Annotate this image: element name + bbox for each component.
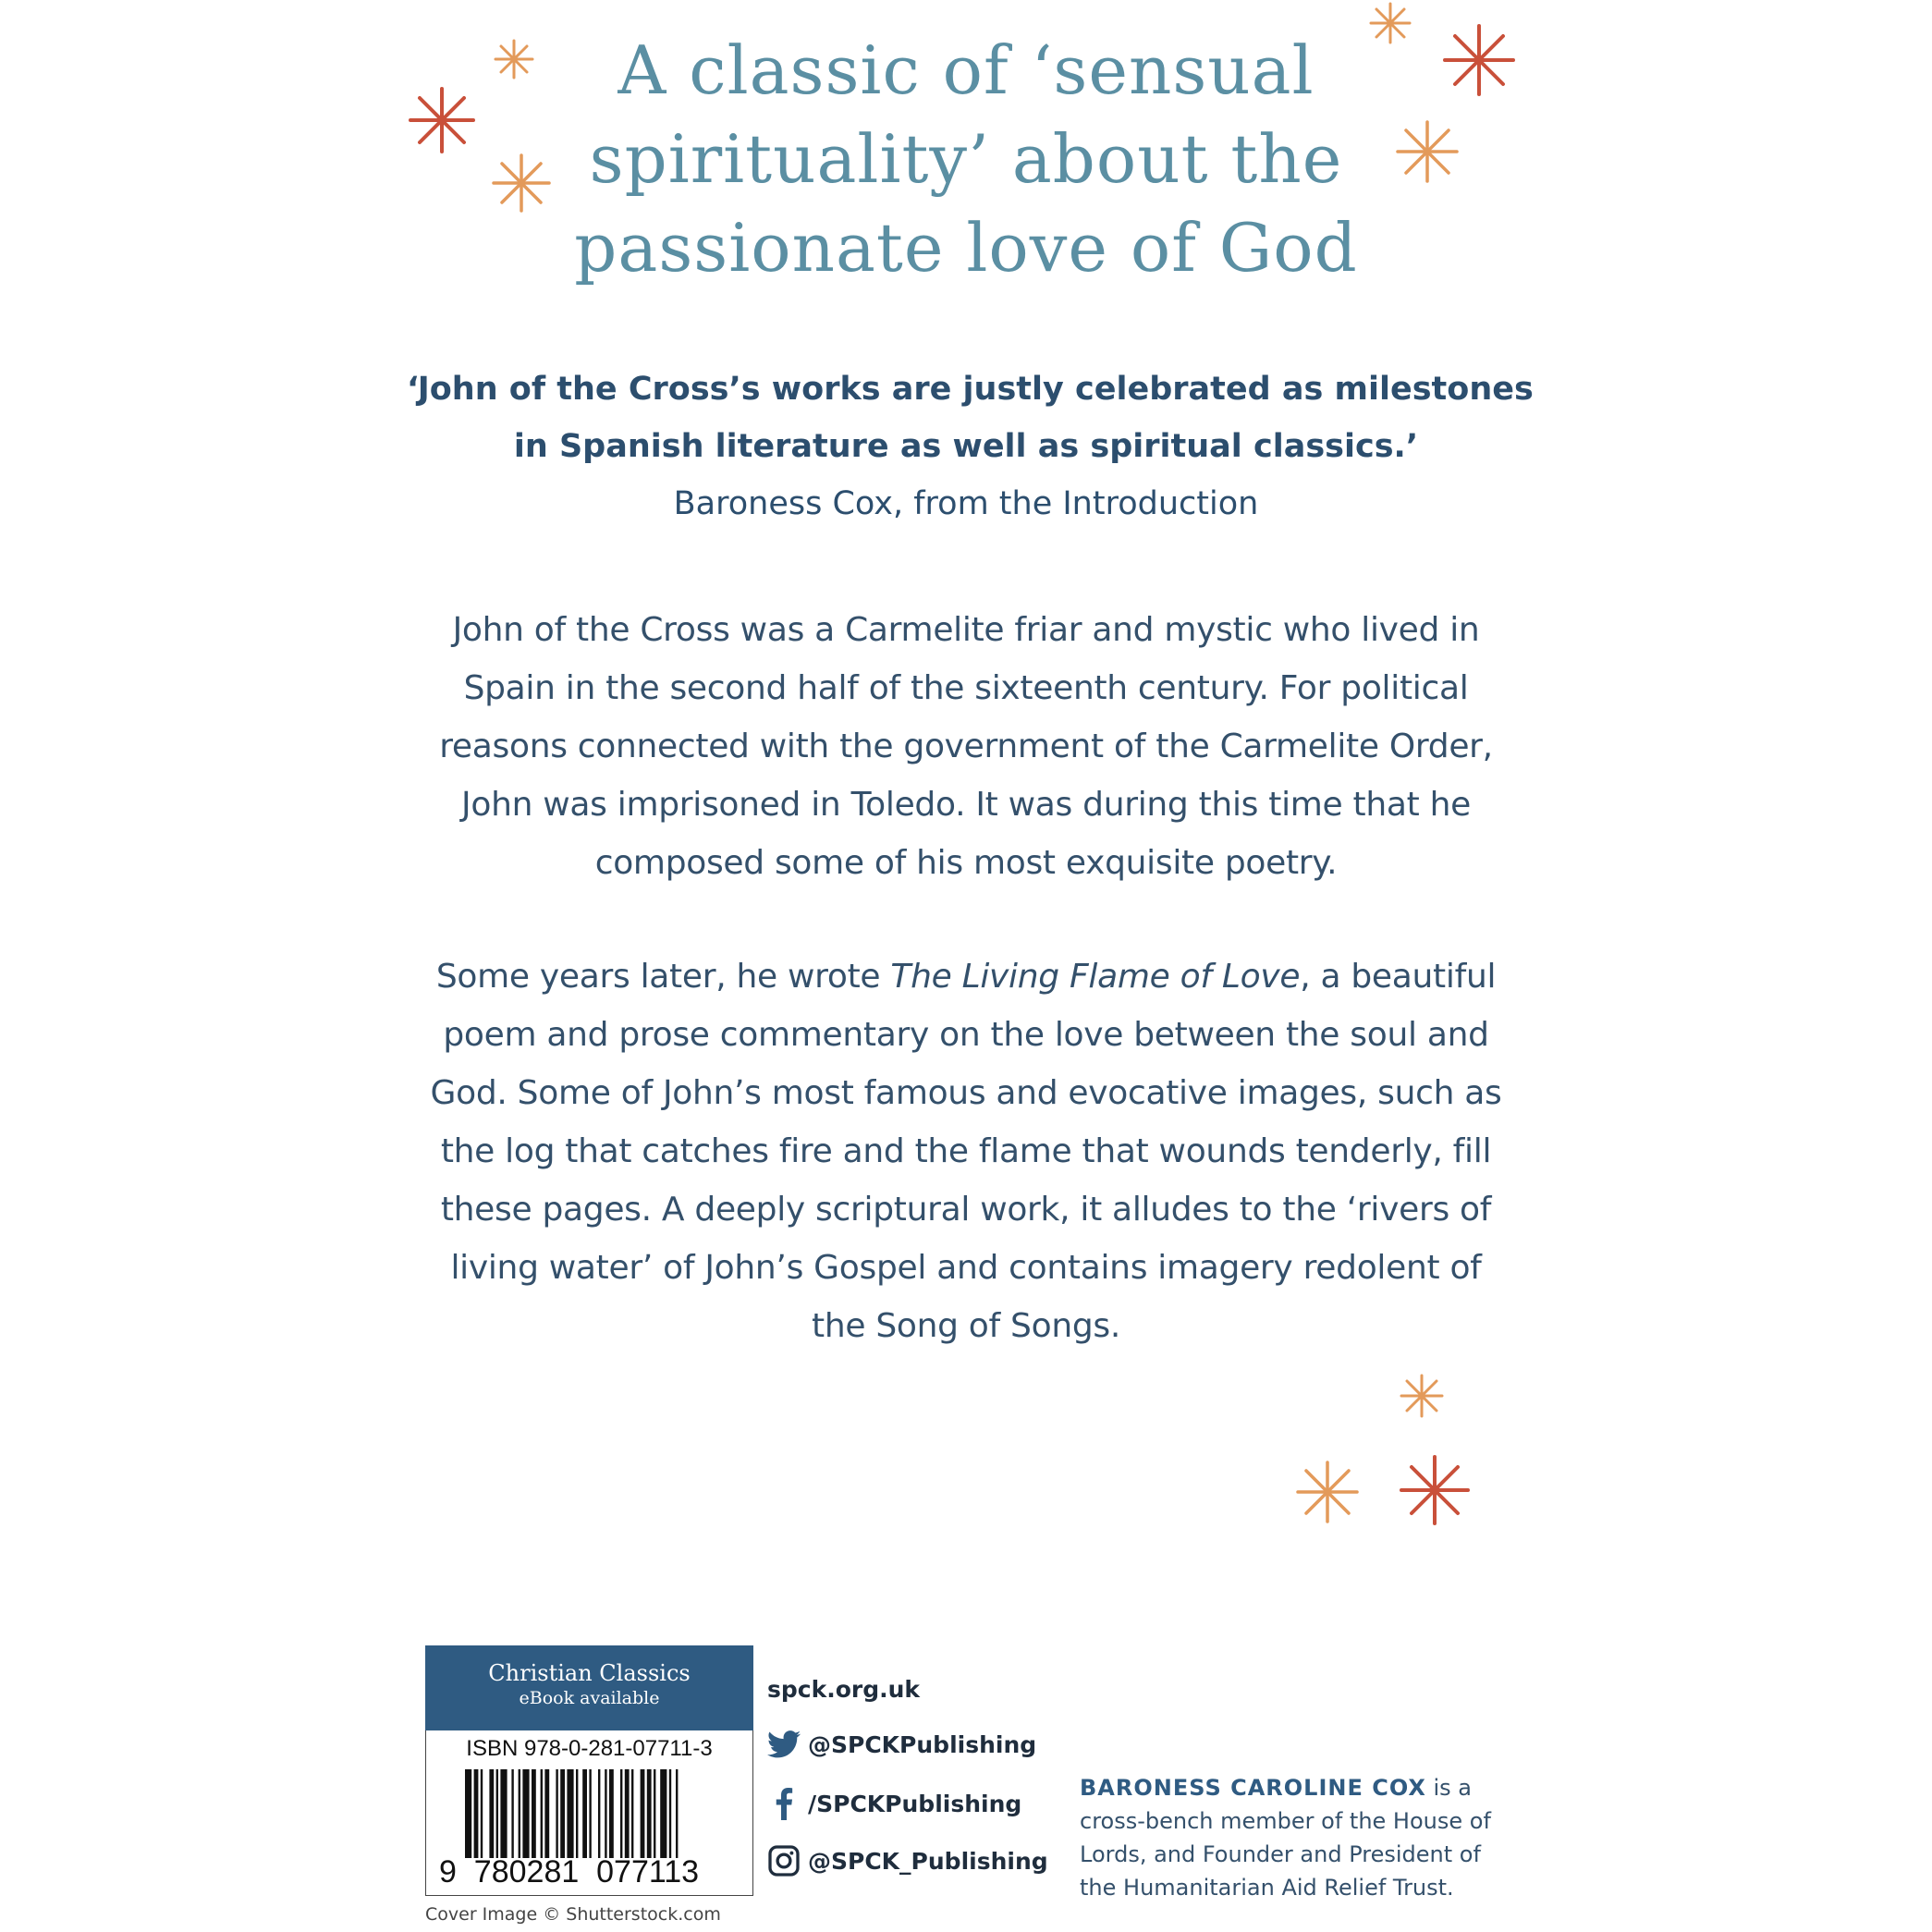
cover-image-credit: Cover Image © Shutterstock.com — [425, 1904, 721, 1925]
paragraph-line: the Song of Songs. — [812, 1307, 1120, 1345]
isbn-text: ISBN 978-0-281-07711-3 — [466, 1736, 713, 1761]
star-icon — [1401, 1457, 1468, 1523]
quote-attribution: Baroness Cox, from the Introduction — [673, 485, 1259, 522]
barcode-bar — [481, 1769, 483, 1858]
twitter-icon — [767, 1730, 801, 1758]
barcode — [425, 1730, 753, 1896]
barcode-bar — [654, 1769, 655, 1858]
barcode-bar — [605, 1769, 606, 1858]
text-span: Some years later, he wrote — [435, 958, 891, 996]
barcode-bar — [544, 1769, 549, 1858]
barcode-bar — [582, 1769, 587, 1858]
facebook-handle: /SPCKPublishing — [808, 1790, 1022, 1817]
text-span: is a — [1425, 1775, 1473, 1801]
barcode-bar — [556, 1769, 557, 1858]
description-paragraph-1 — [407, 601, 1525, 892]
paragraph-line: these pages. A deeply scriptural work, it alludes to the ‘rivers of — [440, 1191, 1492, 1229]
star-icon — [410, 89, 473, 152]
barcode-bar — [660, 1769, 666, 1858]
paragraph-line: God. Some of John’s most famous and evocative images, such as — [430, 1074, 1502, 1112]
headline-line: spirituality’ about the — [589, 120, 1343, 198]
paragraph-line: the log that catches fire and the flame that wounds tenderly, fill — [440, 1132, 1492, 1170]
facebook-icon — [767, 1787, 801, 1820]
barcode-bar — [609, 1769, 614, 1858]
bio-line: the Humanitarian Aid Relief Trust. — [1080, 1875, 1454, 1901]
author-bio — [1080, 1771, 1560, 1904]
paragraph-line: poem and prose commentary on the love between the soul and — [443, 1016, 1489, 1054]
website-link[interactable]: spck.org.uk — [767, 1676, 921, 1703]
barcode-bar — [641, 1769, 645, 1858]
star-icon — [1445, 26, 1513, 94]
barcode-bar — [576, 1769, 578, 1858]
barcode-bar — [474, 1769, 479, 1858]
bio-line — [1080, 1771, 1560, 1804]
headline — [499, 26, 1433, 292]
barcode-bar — [465, 1769, 471, 1858]
instagram-link[interactable] — [767, 1844, 1048, 1877]
series-label — [425, 1645, 753, 1730]
series-title: Christian Classics — [488, 1660, 691, 1686]
barcode-bar — [532, 1769, 536, 1858]
barcode-bar — [500, 1769, 507, 1858]
series-subtitle: eBook available — [519, 1688, 660, 1708]
headline-line: passionate love of God — [574, 209, 1358, 287]
paragraph-line: living water’ of John’s Gospel and contains imagery redolent of — [450, 1249, 1482, 1287]
barcode-bar — [560, 1769, 565, 1858]
twitter-handle: @SPCKPublishing — [808, 1730, 1037, 1758]
barcode-bar — [620, 1769, 622, 1858]
paragraph-line: John of the Cross was a Carmelite friar and mystic who lived in — [452, 611, 1480, 649]
instagram-icon — [767, 1844, 801, 1877]
quote-line: ‘John of the Cross’s works are justly celebrated as milestones — [407, 371, 1534, 408]
facebook-link[interactable] — [767, 1787, 1021, 1820]
barcode-bar — [567, 1769, 573, 1858]
barcode-bar — [589, 1769, 591, 1858]
author-name: BARONESS CAROLINE COX — [1080, 1775, 1426, 1801]
barcode-bar — [522, 1769, 529, 1858]
barcode-bars — [465, 1769, 719, 1862]
barcode-bar — [647, 1769, 652, 1858]
paragraph-line — [407, 948, 1525, 1006]
barcode-bar — [669, 1769, 671, 1858]
paragraph-line: Spain in the second half of the sixteenth century. For political — [463, 669, 1469, 707]
barcode-bar — [489, 1769, 494, 1858]
barcode-bar — [541, 1769, 543, 1858]
barcode-bar — [511, 1769, 513, 1858]
quote-line: in Spanish literature as well as spiritual classics.’ — [513, 428, 1419, 465]
star-icon — [1298, 1462, 1357, 1522]
text-span: , a beautiful — [1300, 958, 1497, 996]
paragraph-line: reasons connected with the government of the Carmelite Order, — [439, 728, 1493, 765]
twitter-link[interactable] — [767, 1730, 1036, 1758]
paragraph-line: composed some of his most exquisite poetry. — [594, 844, 1338, 882]
instagram-handle: @SPCK_Publishing — [808, 1847, 1048, 1875]
barcode-bar — [598, 1769, 600, 1858]
barcode-bar — [631, 1769, 633, 1858]
description-paragraph-2 — [407, 948, 1525, 1355]
barcode-bar — [519, 1769, 520, 1858]
barcode-bar — [496, 1769, 498, 1858]
endorsement-quote — [407, 361, 1534, 532]
barcode-bar — [625, 1769, 630, 1858]
book-title: The Living Flame of Love — [890, 958, 1301, 996]
star-icon — [1401, 1376, 1442, 1416]
bio-line: Lords, and Founder and President of — [1080, 1841, 1481, 1867]
barcode-digits: 9 780281 077113 — [439, 1854, 700, 1889]
barcode-bar — [676, 1769, 678, 1858]
paragraph-line: John was imprisoned in Toledo. It was during this time that he — [461, 786, 1471, 824]
headline-line: A classic of ‘sensual — [618, 31, 1314, 109]
bio-line: cross-bench member of the House of — [1080, 1808, 1491, 1834]
